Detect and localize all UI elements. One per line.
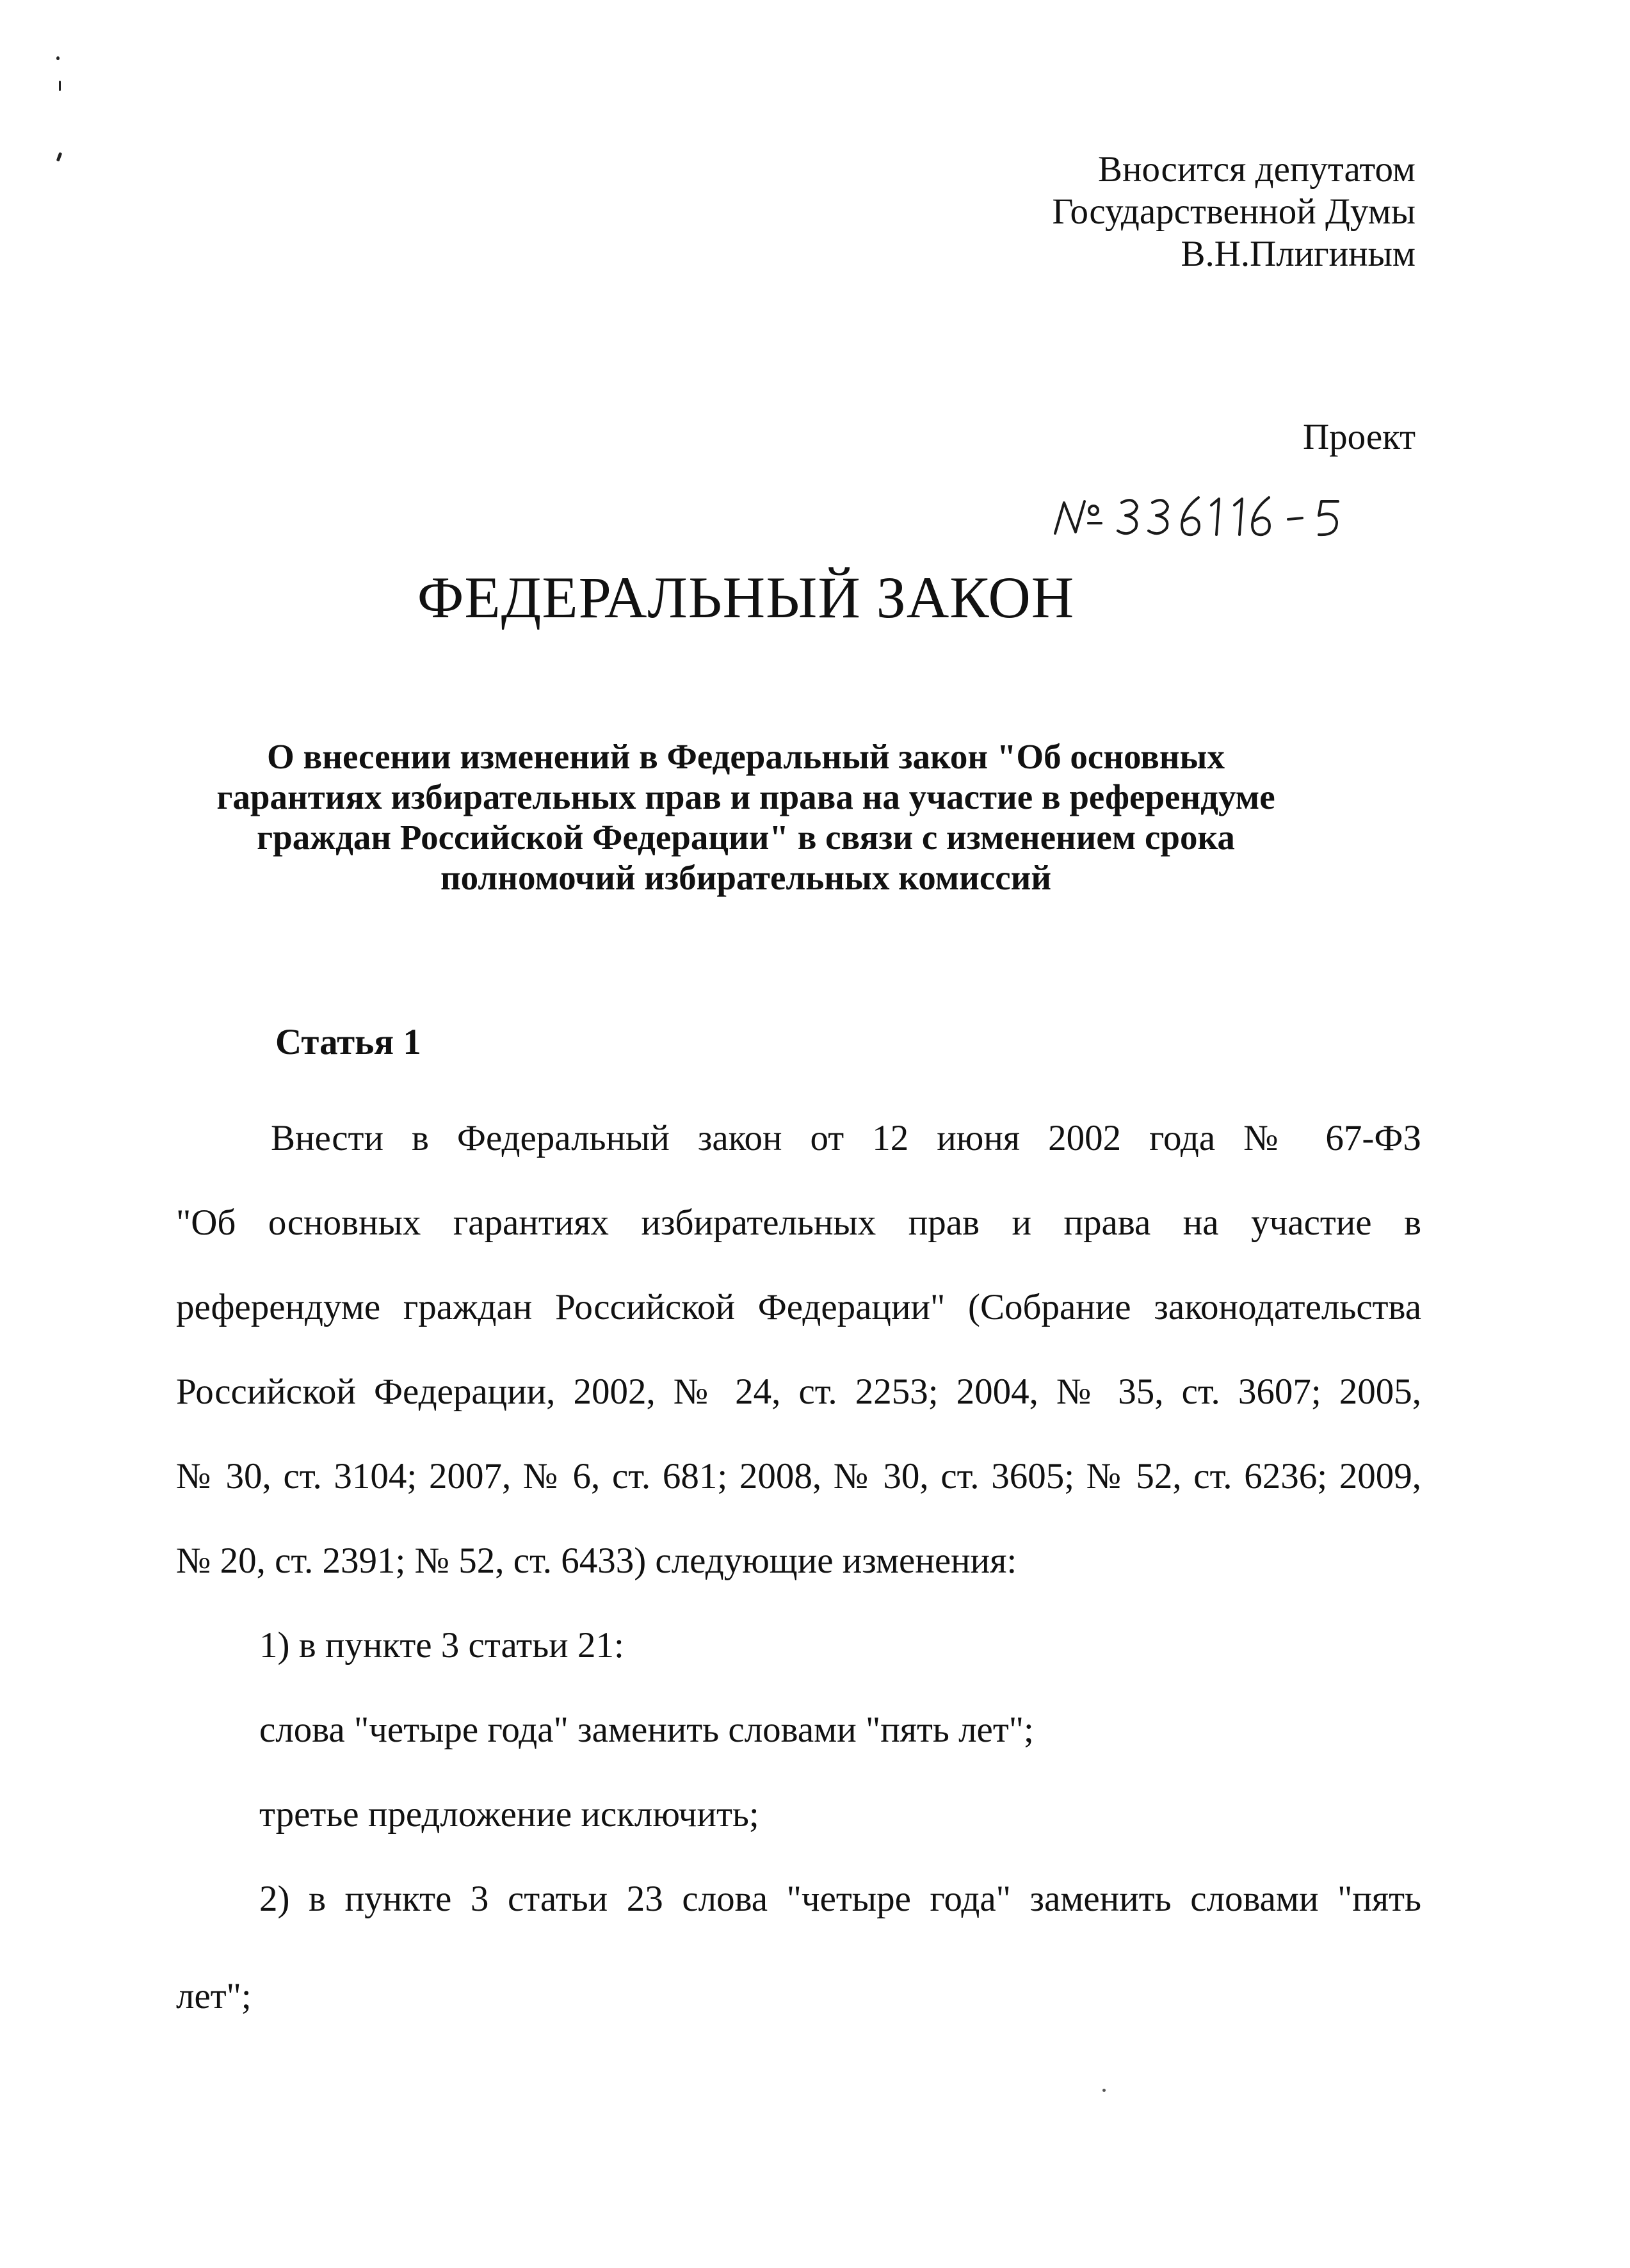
submitter-line: Государственной Думы — [1052, 191, 1416, 232]
article-intro-line: "Об основных гарантиях избирательных прав и права на участие в — [176, 1203, 1421, 1243]
project-label: Проект — [1302, 417, 1416, 457]
article-intro-line: № 20, ст. 2391; № 52, ст. 6433) следующие изменения: — [176, 1541, 1017, 1581]
article-heading: Статья 1 — [275, 1022, 421, 1062]
amendment-item-continuation: лет"; — [176, 1976, 252, 2016]
scan-speck — [59, 81, 61, 91]
subtitle-line: граждан Российской Федерации" в связи с изменением срока — [257, 818, 1235, 857]
amendment-item: слова "четыре года" заменить словами "пять лет"; — [259, 1710, 1034, 1750]
article-intro-line: Внести в Федеральный закон от 12 июня 2002 года № 67-ФЗ — [271, 1118, 1421, 1158]
article-intro-line: референдуме граждан Российской Федерации" (Собрание законодательства — [176, 1287, 1421, 1327]
scan-speck — [56, 56, 60, 60]
document-title: ФЕДЕРАЛЬНЫЙ ЗАКОН — [417, 565, 1075, 630]
handwritten-registration-number — [1050, 477, 1383, 547]
amendment-item: 2) в пункте 3 статьи 23 слова "четыре года" заменить словами "пять — [259, 1879, 1421, 1919]
subtitle-line: О внесении изменений в Федеральный закон "Об основных — [267, 737, 1225, 776]
amendment-item: третье предложение исключить; — [259, 1794, 759, 1835]
submitter-line: В.Н.Плигиным — [1181, 234, 1416, 274]
amendment-item: 1) в пункте 3 статьи 21: — [259, 1625, 624, 1665]
article-intro-line: Российской Федерации, 2002, № 24, ст. 2253; 2004, № 35, ст. 3607; 2005, — [176, 1372, 1421, 1412]
subtitle-line: гарантиях избирательных прав и права на участие в референдуме — [216, 777, 1275, 816]
scan-speck — [1102, 2089, 1106, 2092]
document-subtitle — [0, 736, 1492, 898]
scan-speck — [56, 152, 62, 162]
submitter-line: Вносится депутатом — [1098, 149, 1416, 190]
article-intro-line: № 30, ст. 3104; 2007, № 6, ст. 681; 2008, № 30, ст. 3605; № 52, ст. 6236; 2009, — [176, 1456, 1421, 1496]
submitter-block — [1053, 149, 1416, 275]
handwritten-number-drawing — [1050, 477, 1383, 547]
subtitle-line: полномочий избирательных комиссий — [440, 858, 1052, 897]
